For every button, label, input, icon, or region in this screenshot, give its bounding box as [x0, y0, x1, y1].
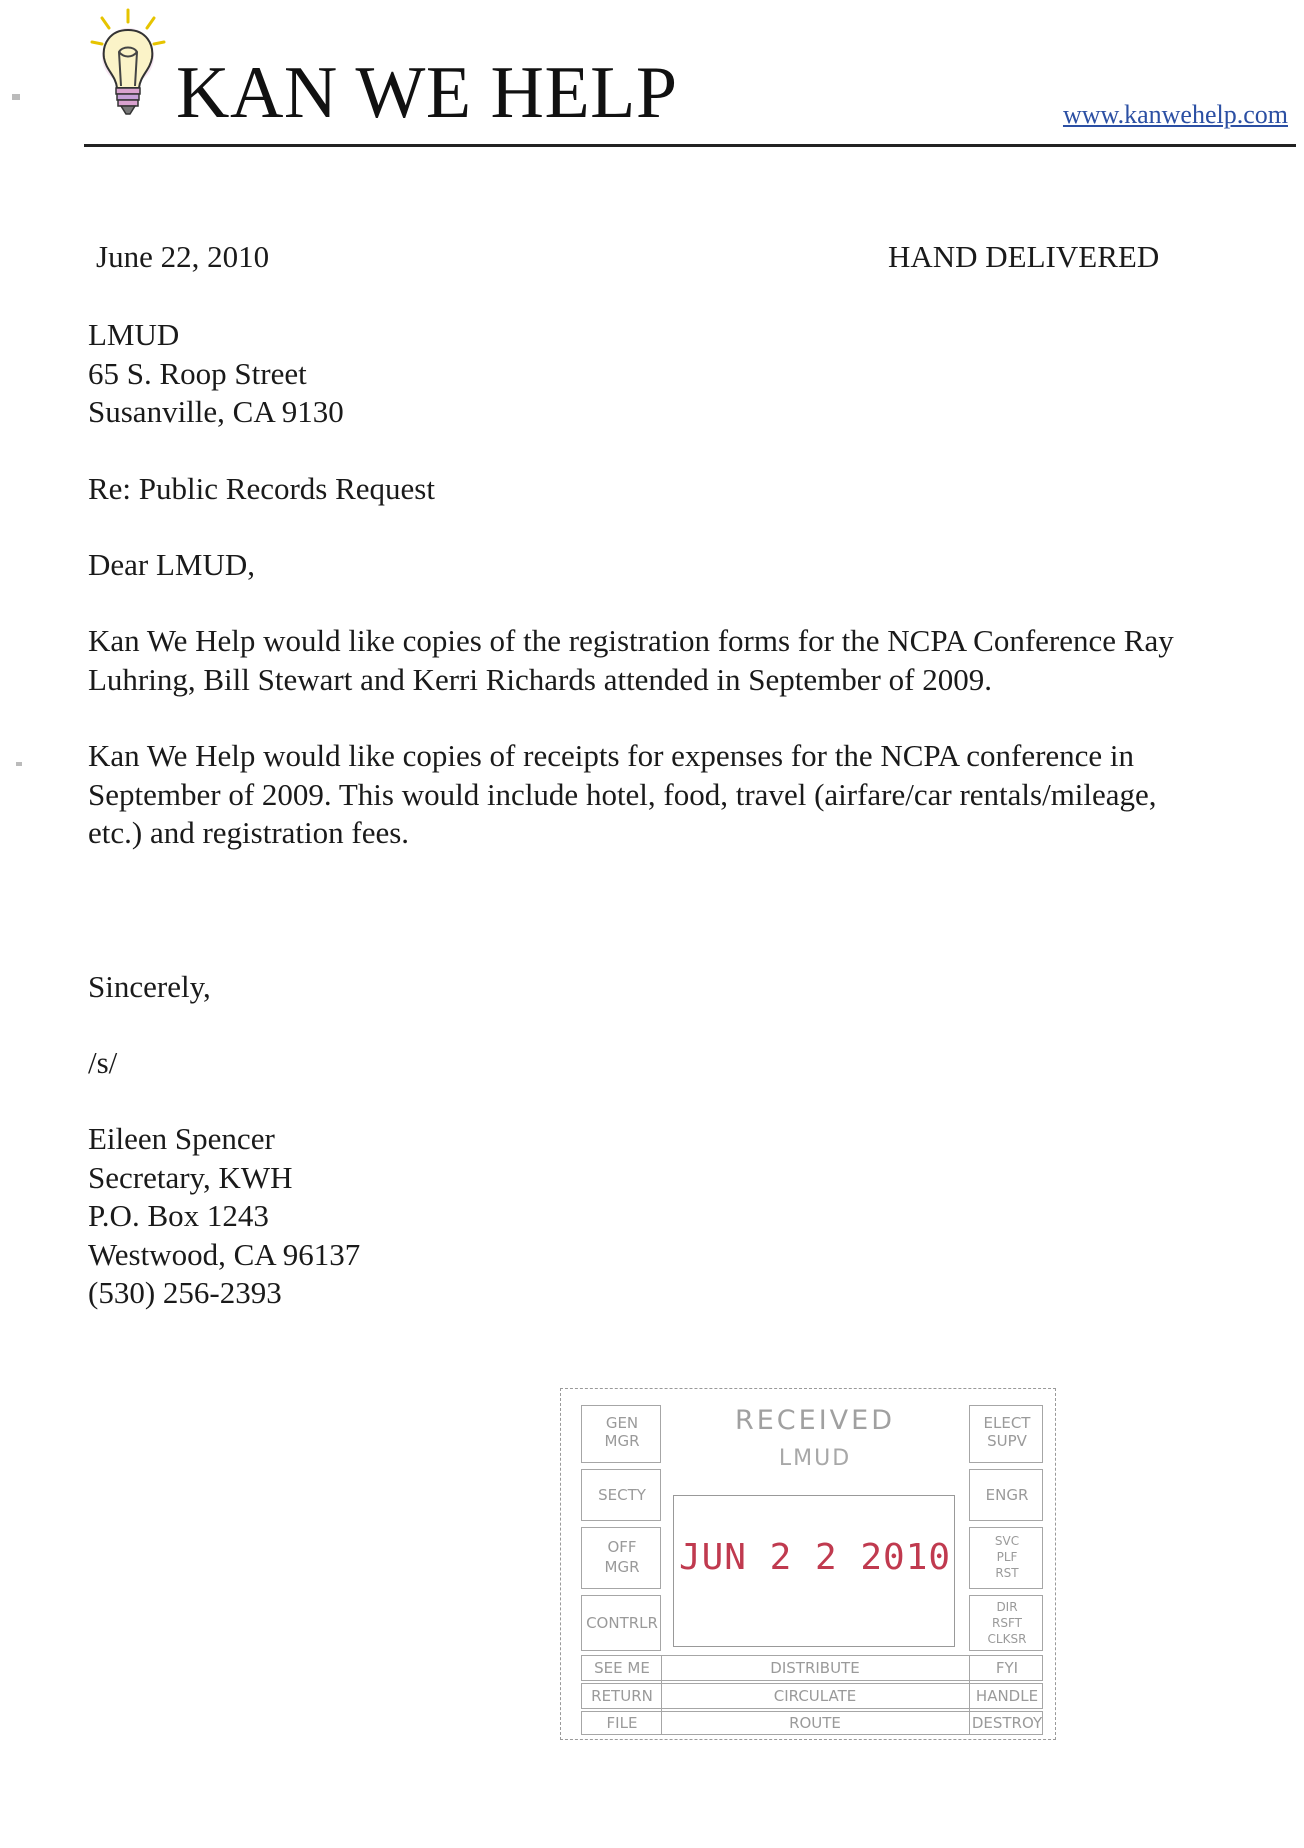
website-link[interactable]: www.kanwehelp.com [1062, 100, 1288, 129]
stamp-row-2 [581, 1683, 1043, 1709]
paragraph-line: etc.) and registration fees. [88, 815, 410, 850]
stamp-box-off-mgr [581, 1527, 661, 1589]
paragraph-line: September of 2009. This would include hotel, food, travel (airfare/car rentals/mileage, [88, 776, 1157, 812]
body-paragraph-2 [88, 737, 1157, 853]
received-stamp [560, 1388, 1056, 1740]
letter-date: June 22, 2010 [96, 239, 270, 274]
stamp-row-1 [581, 1655, 1043, 1681]
delivery-method: HAND DELIVERED [888, 239, 1160, 274]
sender-name: Eileen Spencer [88, 1121, 275, 1156]
stamp-label: RETURN [591, 1687, 653, 1705]
stamp-label: PLF [996, 1550, 1018, 1564]
sender-title: Secretary, KWH [88, 1159, 293, 1195]
paragraph-line: Luhring, Bill Stewart and Kerri Richards attended in September of 2009. [88, 661, 992, 697]
salutation: Dear LMUD, [88, 547, 256, 582]
stamp-label: RST [995, 1566, 1019, 1580]
stamp-label: DISTRIBUTE [770, 1659, 860, 1677]
stamp-label: MGR [604, 1432, 640, 1450]
stamp-box-gen-mgr [581, 1405, 661, 1463]
stamp-org: LMUD [778, 1446, 852, 1471]
sender-block [88, 1120, 360, 1313]
stamp-label: FYI [995, 1659, 1019, 1677]
stamp-date: JUN 2 2 2010 [678, 1537, 952, 1578]
sender-city: Westwood, CA 96137 [88, 1236, 361, 1272]
stamp-label: MGR [604, 1558, 640, 1576]
stamp-label: GEN [605, 1414, 639, 1432]
stamp-label: FILE [606, 1714, 638, 1732]
stamp-box-secty [581, 1469, 661, 1521]
sender-phone: (530) 256-2393 [88, 1275, 282, 1310]
stamp-label: HANDLE [975, 1687, 1039, 1705]
recipient-address [88, 316, 344, 432]
lightbulb-logo [88, 6, 168, 124]
recipient-street: 65 S. Roop Street [88, 355, 307, 391]
stamp-label: CONTRLR [586, 1614, 658, 1632]
paragraph-line: Kan We Help would like copies of the registration forms for the NCPA Conference Ray [88, 623, 1174, 658]
stamp-title: RECEIVED [734, 1405, 895, 1436]
stamp-label: ROUTE [789, 1714, 841, 1732]
stamp-label: RSFT [992, 1616, 1022, 1630]
stamp-row-3 [581, 1711, 1043, 1735]
subject-line: Re: Public Records Request [88, 471, 435, 506]
stamp-label: ENGR [985, 1486, 1029, 1504]
stamp-date-box [673, 1495, 955, 1647]
stamp-box-dir [969, 1595, 1043, 1651]
header-divider [84, 144, 1296, 147]
stamp-box-elect-supv [969, 1405, 1043, 1463]
stamp-divider [969, 1655, 970, 1735]
body-paragraph-1 [88, 622, 1174, 699]
recipient-city: Susanville, CA 9130 [88, 394, 344, 429]
signature: /s/ [88, 1045, 118, 1080]
stamp-label: DESTROY [971, 1714, 1043, 1732]
stamp-label: ELECT [983, 1414, 1031, 1432]
stamp-box-contrlr [581, 1595, 661, 1651]
stamp-label: CLKSR [987, 1632, 1027, 1646]
recipient-name: LMUD [88, 317, 180, 352]
brand-name: KAN WE HELP [176, 52, 678, 134]
closing: Sincerely, [88, 969, 211, 1004]
sender-pobox: P.O. Box 1243 [88, 1198, 269, 1233]
stamp-divider [661, 1655, 662, 1735]
scan-speck [12, 94, 20, 100]
scan-speck [16, 762, 22, 766]
stamp-label: SECTY [598, 1486, 646, 1504]
stamp-box-engr [969, 1469, 1043, 1521]
stamp-label: SEE ME [594, 1659, 650, 1677]
stamp-box-svc [969, 1527, 1043, 1589]
stamp-label: SUPV [987, 1432, 1027, 1450]
stamp-label: DIR [996, 1600, 1018, 1614]
stamp-label: SVC [994, 1534, 1020, 1548]
stamp-label: CIRCULATE [773, 1687, 857, 1705]
paragraph-line: Kan We Help would like copies of receipts for expenses for the NCPA conference in [88, 738, 1135, 773]
stamp-label: OFF [607, 1538, 637, 1556]
